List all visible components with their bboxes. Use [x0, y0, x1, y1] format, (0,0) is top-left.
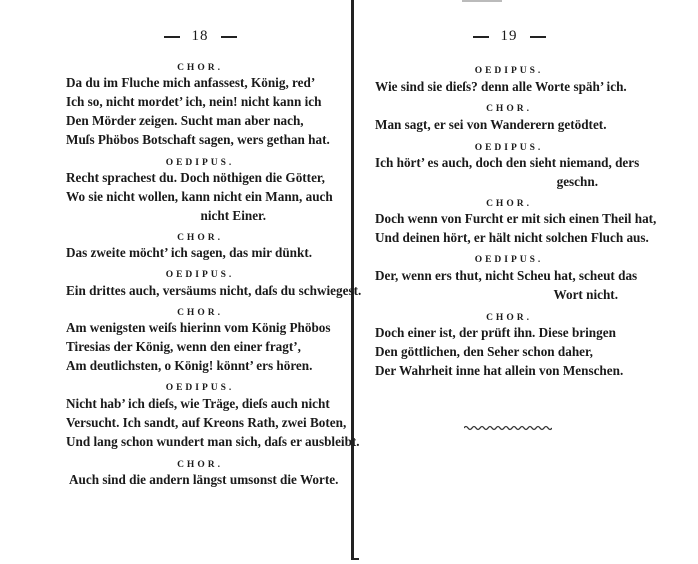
speaker-heading: OEDIPUS. [474, 255, 544, 265]
speaker-heading: OEDIPUS. [474, 66, 544, 76]
speaker-heading: OEDIPUS. [165, 383, 235, 393]
page-edge-mark [462, 0, 502, 2]
speaker-heading: CHOR. [486, 313, 532, 323]
verse-line: Am wenigsten weiſs hierinn vom König Phöbos [66, 320, 331, 335]
verse-line: Auch sind die andern längst umsonst die Worte. [69, 472, 339, 487]
speaker-heading: CHOR. [486, 104, 532, 114]
verse-line: Doch wenn von Furcht er mit sich einen Theil hat, [375, 211, 657, 226]
verse-line: Nicht hab’ ich dieſs, wie Träge, dieſs auch nicht [66, 396, 330, 411]
verse-line: Der Wahrheit inne hat allein von Menschen. [375, 363, 624, 378]
page-number: 19 [375, 28, 643, 45]
speaker-heading: OEDIPUS. [165, 158, 235, 168]
verse-line: Den Mörder zeigen. Sucht man aber nach, [66, 113, 304, 128]
verse-line-continuation: Wort nicht. [553, 287, 618, 302]
folio-dash [473, 36, 489, 38]
speaker-heading: CHOR. [486, 199, 532, 209]
verse-line: Und lang schon wundert man sich, daſs er ausbleibt. [66, 434, 360, 449]
speaker-heading: CHOR. [177, 63, 223, 73]
speaker-heading: CHOR. [177, 460, 223, 470]
verse-line: Das zweite möcht’ ich sagen, das mir dünkt. [66, 245, 313, 260]
verse-line: Und deinen hört, er hält nicht solchen Fluch aus. [375, 230, 649, 245]
verse-line: Ein drittes auch, versäums nicht, daſs du schwiegest. [66, 283, 362, 298]
folio-dash [530, 36, 546, 38]
page-number: 18 [66, 28, 334, 45]
verse-line: Man sagt, er sei von Wanderern getödtet. [375, 117, 607, 132]
verse-line: Tiresias der König, wenn den einer fragt’, [66, 339, 301, 354]
verse-line-continuation: nicht Einer. [200, 208, 266, 223]
verse-line: Der, wenn ers thut, nicht Scheu hat, scheut das [375, 268, 638, 283]
book-spine-foot [351, 558, 359, 560]
verse-line: Muſs Phöbos Botschaft sagen, wers gethan hat. [66, 132, 330, 147]
wavy-rule-ornament [464, 424, 552, 432]
verse-line: Den göttlichen, den Seher schon daher, [375, 344, 593, 359]
speaker-heading: CHOR. [177, 233, 223, 243]
verse-line: Doch einer ist, der prüft ihn. Diese bringen [375, 325, 616, 340]
verse-line: Am deutlichsten, o König! könnt’ ers hören. [66, 358, 313, 373]
verse-line: Wo sie nicht wollen, kann nicht ein Mann, auch [66, 189, 333, 204]
folio-dash [164, 36, 180, 38]
speaker-heading: CHOR. [177, 308, 223, 318]
verse-line: Da du im Fluche mich anfassest, König, red’ [66, 75, 316, 90]
verse-line-continuation: geschn. [556, 174, 598, 189]
speaker-heading: OEDIPUS. [474, 143, 544, 153]
verse-line: Ich hört’ es auch, doch den sieht niemand, ders [375, 155, 640, 170]
speaker-heading: OEDIPUS. [165, 270, 235, 280]
verse-line: Versucht. Ich sandt, auf Kreons Rath, zwei Boten, [66, 415, 347, 430]
verse-line: Wie sind sie dieſs? denn alle Worte späh’ ich. [375, 79, 627, 94]
book-spine-gutter [351, 0, 354, 560]
verse-line: Recht sprachest du. Doch nöthigen die Götter, [66, 170, 325, 185]
folio-dash [221, 36, 237, 38]
verse-line: Ich so, nicht mordet’ ich, nein! nicht kann ich [66, 94, 322, 109]
